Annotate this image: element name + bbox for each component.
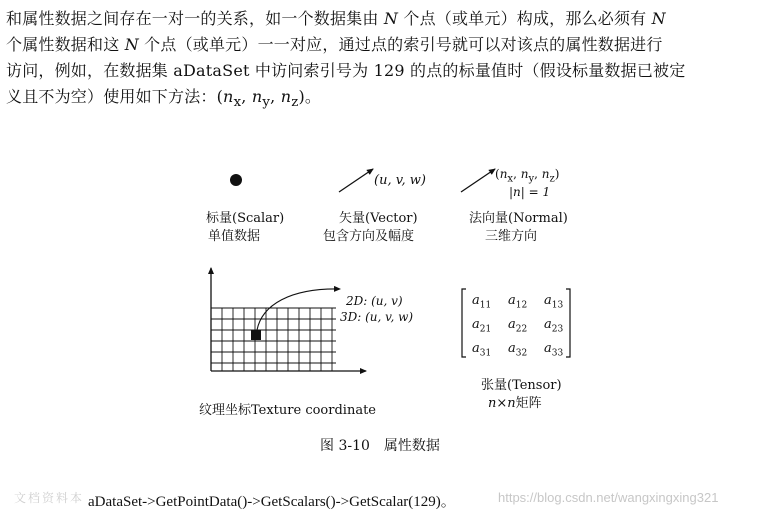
texture-selected-cell: [251, 330, 261, 340]
normal-unit-norm: |n| = 1: [509, 185, 551, 199]
vector-label: 矢量(Vector): [339, 211, 418, 226]
paragraph-line-3: 访问，例如，在数据集 aDataSet 中访问索引号为 129 的点的标量值时（假设标量数据已被定: [6, 61, 686, 80]
normal-arrow: [461, 169, 495, 192]
texture-coord-2d: 2D: (u, v): [346, 294, 403, 308]
normal-desc: 三维方向: [485, 229, 538, 244]
paragraph-line-2: 个属性数据和这 N 个点（或单元）一一对应，通过点的索引号就可以对该点的属性数据进行: [6, 35, 663, 54]
texture-coord-3d: 3D: (u, v, w): [340, 310, 414, 324]
tensor-cell-21: $a_{21}$: [472, 317, 492, 335]
paragraph-line-4: 义且不为空）使用如下方法：($n_x$, $n_y$, $n_z$)。: [6, 87, 322, 111]
texture-pointer-curve: [257, 289, 340, 330]
normal-tuple: ($n_x$, $n_y$, $n_z$): [495, 167, 560, 185]
watermark-url: https://blog.csdn.net/wangxingxing321: [498, 490, 719, 505]
tensor-label: 张量(Tensor): [481, 378, 562, 393]
scalar-label: 标量(Scalar): [206, 211, 285, 226]
vector-desc: 包含方向及幅度: [323, 229, 415, 244]
tensor-matrix: [462, 287, 572, 359]
vector-tuple: (u, v, w): [374, 173, 426, 188]
tensor-cell-23: $a_{23}$: [544, 317, 564, 335]
tensor-cell-11: $a_{11}$: [472, 293, 492, 311]
texture-grid: [211, 308, 336, 371]
paragraph-line-1: 和属性数据之间存在一对一的关系，如一个数据集由 N 个点（或单元）构成，那么必须有 N: [6, 9, 666, 28]
normal-label: 法向量(Normal): [469, 211, 568, 226]
texture-label: 纹理坐标Texture coordinate: [199, 403, 376, 418]
tensor-cell-32: $a_{32}$: [508, 341, 528, 359]
tensor-cell-22: $a_{22}$: [508, 317, 528, 335]
code-line: aDataSet->GetPointData()->GetScalars()->GetScalar(129)。: [88, 494, 456, 510]
figure-caption: 图 3-10 属性数据: [320, 438, 440, 454]
tensor-desc: n×n矩阵: [488, 396, 542, 411]
scalar-dot: [230, 174, 242, 186]
scalar-desc: 单值数据: [208, 229, 261, 244]
vector-arrow: [339, 169, 373, 192]
tensor-cell-31: $a_{31}$: [472, 341, 492, 359]
tensor-cell-33: $a_{33}$: [544, 341, 564, 359]
watermark-left: 文档资料本: [14, 491, 85, 505]
tensor-cell-13: $a_{13}$: [544, 293, 564, 311]
tensor-cell-12: $a_{12}$: [508, 293, 528, 311]
